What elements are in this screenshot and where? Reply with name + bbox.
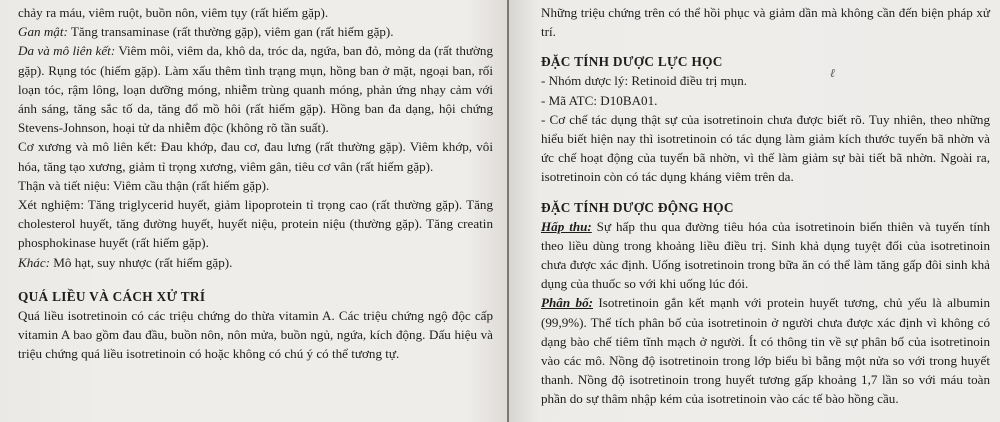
pen-mark: ℓ	[830, 66, 835, 80]
heading-qua-lieu: QUÁ LIỀU VÀ CÁCH XỬ TRÍ	[18, 288, 206, 304]
paragraph-co-che: - Cơ chế tác dụng thật sự của isotretinoin chưa được biết rõ. Tuy nhiên, theo những hiểu biết hiện nay thì isotretinoin có tác dụng làm giảm kích thước tuyến bã nhờn và ức chế hoạt động của tuyến bã nhờn, vì thế làm giảm sự bài tiết bã nhờn. Ngoài ra, isotretinoin còn có tác dụng kháng viêm trên da.	[541, 111, 990, 185]
label-hap-thu: Hấp thu:	[541, 218, 592, 234]
paragraph-nhom-duoc-ly: - Nhóm dược lý: Retinoid điều trị mụn.	[541, 73, 748, 89]
right-page	[509, 0, 1000, 422]
label-da-mo: Da và mô liên kết:	[18, 43, 116, 59]
label-gan-mat: Gan mật:	[18, 24, 68, 40]
paragraph-xet-nghiem: Xét nghiệm: Tăng triglycerid huyết, giảm lipoprotein tỉ trọng cao (rất thường gặp). Tăng cholesterol huyết, tăng đường huyết, huyết niệu, protein niệu (thường gặp). Tăng creatin phosphokinase huyết (rất hiếm gặp).	[18, 197, 493, 251]
text-phan-bo: Isotretinoin gắn kết mạnh với protein huyết tương, chủ yếu là albumin (99,9%). Thể tích phân bố của isotretinoin ở người chưa được xác định vì không có dạng bào chế tiêm tĩnh mạch ở người. Ít có thông tin về sự phân bố của isotretinoin vào các mô. Nồng độ isotretinoin trong lớp biểu bì bằng một nửa so với trong huyết thanh. Nồng độ isotretinoin trong huyết tương gấp khoảng 1,7 lần so với máu toàn phần do sự thâm nhập kém của isotretinoin vào các tế bào hồng cầu.	[541, 295, 990, 407]
section-gap	[541, 187, 990, 199]
text-khac: Mô hạt, suy nhược (rất hiếm gặp).	[50, 254, 233, 270]
text-hap-thu: Sự hấp thu qua đường tiêu hóa của isotretinoin biến thiên và tuyến tính theo liều dùng trong khoảng liều điều trị. Sinh khả dụng tuyệt đối của isotretinoin chưa được xác định. Uống isotretinoin trong bữa ăn có thể làm tăng gấp đôi sinh khả dụng của thuốc so với khi uống lúc đói.	[541, 218, 990, 292]
text-gan-mat: Tăng transaminase (rất thường gặp), viêm gan (rất hiếm gặp).	[67, 24, 394, 40]
paragraph-hoi-phuc: Những triệu chứng trên có thể hồi phục và giảm dần mà không cần đến biện pháp xử trí.	[541, 5, 990, 40]
heading-duoc-dong-hoc: ĐẶC TÍNH DƯỢC ĐỘNG HỌC	[541, 199, 734, 215]
paragraph-khac	[18, 253, 493, 272]
label-khac: Khác:	[18, 254, 50, 270]
label-phan-bo: Phân bố:	[541, 295, 593, 311]
paragraph-da-mo	[18, 41, 493, 137]
heading-duoc-luc-hoc: ĐẶC TÍNH DƯỢC LỰC HỌC	[541, 54, 723, 70]
paragraph-hap-thu	[541, 217, 990, 294]
paragraph-co-xuong: Cơ xương và mô liên kết: Đau khớp, đau cơ, đau lưng (rất thường gặp). Viêm khớp, vôi hóa, tăng tạo xương, giảm tỉ trọng xương, viêm gân, tiêu cơ vân (rất hiếm gặp).	[18, 139, 493, 174]
paragraph-ma-atc: - Mã ATC: D10BA01.	[541, 92, 658, 108]
paragraph-gan-mat	[18, 22, 493, 41]
text-da-mo: Viêm môi, viêm da, khô da, tróc da, ngứa, ban đỏ, mỏng da (rất thường gặp). Rụng tóc (hiếm gặp). Làm xấu thêm tình trạng mụn, hồng ban ở mặt, ngoại ban, rối loạn tóc, rậm lông, loạn dưỡng móng, nhiễm trùng quanh móng, phản ứng nhạy cảm với ánh sáng, tăng sắc tố da, tăng đổ mồ hôi (rất hiếm gặp). Hồng ban đa dạng, hội chứng Stevens-Johnson, hoại tử da nhiễm độc (không rõ tần suất).	[18, 43, 494, 136]
paragraph-gi-continued: chảy ra máu, viêm ruột, buồn nôn, viêm tụy (rất hiếm gặp).	[18, 5, 329, 20]
section-gap	[18, 272, 493, 288]
paragraph-qua-lieu: Quá liều isotretinoin có các triệu chứng do thừa vitamin A. Các triệu chứng ngộ độc cấp vitamin A bao gồm đau đầu, buồn nôn, nôn mửa, buồn ngủ, ngứa, kích động. Dấu hiệu và triệu chứng quá liều isotretinoin có hoặc không có chú ý có thể tương tự.	[18, 307, 493, 362]
paragraph-than: Thận và tiết niệu: Viêm cầu thận (rất hiếm gặp).	[18, 177, 270, 193]
section-gap	[541, 41, 990, 53]
paragraph-phan-bo	[541, 293, 990, 408]
